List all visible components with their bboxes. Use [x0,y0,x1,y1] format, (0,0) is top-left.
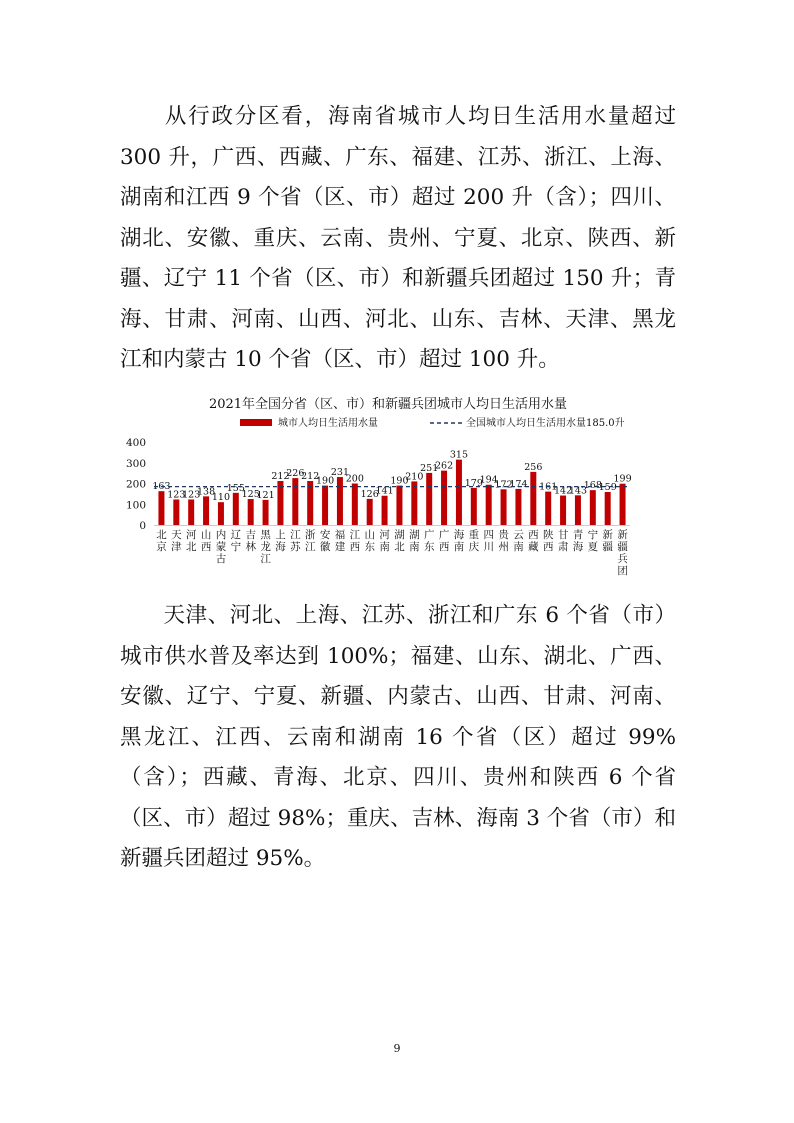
data-label: 143 [568,485,588,497]
x-tick-label: 新疆兵团 [617,529,628,577]
data-label: 200 [345,473,364,485]
data-label: 194 [479,474,498,486]
data-label: 190 [315,475,335,487]
bar-湖北 [396,486,402,525]
x-tick-label: 陕西 [542,529,554,553]
bar-甘肃 [560,496,566,525]
x-tick-label: 山西 [200,529,212,553]
x-tick-label: 内蒙古 [215,529,227,565]
bar-山东 [367,499,373,525]
data-label: 174 [509,478,528,490]
chart-svg [118,390,658,590]
data-label: 212 [271,471,290,483]
x-tick-label: 吉林 [245,529,256,553]
x-tick-label: 上海 [275,529,286,553]
x-tick-label: 江西 [349,529,361,553]
bar-青海 [575,495,581,525]
bar-新疆 [605,492,611,525]
x-tick-label: 江苏 [290,529,301,553]
bar-上海 [277,481,283,525]
bar-安徽 [322,486,328,525]
data-label: 123 [182,489,201,501]
x-tick-label: 辽宁 [230,529,242,553]
data-label: 262 [434,460,454,472]
y-tick-label: 0 [139,520,146,532]
x-tick-label: 青海 [572,529,584,553]
data-label: 212 [301,471,320,483]
y-tick-label: 400 [125,437,146,449]
data-label: 251 [420,462,439,474]
x-tick-label: 甘肃 [557,529,569,553]
data-label: 315 [449,449,469,461]
bar-云南 [515,489,521,525]
chart-title: 2021年全国分省（区、市）和新疆兵团城市人均日生活用水量 [208,397,568,412]
bar-内蒙古 [218,502,224,525]
x-tick-label: 重庆 [468,529,480,553]
data-label: 179 [464,477,483,489]
bar-广西 [441,471,447,525]
x-tick-label: 湖南 [409,529,420,553]
data-label: 121 [256,489,275,501]
data-label: 256 [524,461,543,473]
bar-宁夏 [590,490,596,525]
bar-陕西 [545,492,551,525]
bar-河南 [382,496,388,525]
paragraph-water-usage-by-region [120,97,676,381]
y-tick-label: 300 [125,457,146,470]
data-label: 163 [152,481,171,493]
paragraph-text: 从行政分区看，海南省城市人均日生活用水量超过 300 升，广西、西藏、广东、福建、江苏、浙江、上海、湖南和江西 9 个省（区、市）超过 200 升（含）；四川、湖北、安徽、重庆、云南、贵州、宁夏、北京、陕西、新疆、辽宁 11 个省（区、市）和新疆兵团超过 150 升；青海、甘肃、河南、山西、河北、山东、吉林、天津、黑龙江和内蒙古 10 个省（区、市）超过 100 升。 [120,104,676,372]
data-label: 231 [330,467,350,479]
bar-山西 [203,496,209,525]
bar-广东 [426,473,432,525]
data-label: 123 [167,489,186,501]
x-tick-label: 福建 [334,529,346,553]
x-tick-label: 宁夏 [587,529,599,553]
x-tick-label: 北京 [156,529,167,553]
bar-新疆兵团 [620,484,626,525]
data-label: 155 [226,482,245,494]
data-label: 125 [241,489,260,501]
paragraph-water-supply-coverage [120,596,676,880]
x-tick-label: 贵州 [498,529,509,553]
bar-天津 [173,499,179,525]
x-tick-label: 广东 [423,529,435,553]
y-tick-label: 200 [125,478,146,491]
y-tick-label: 100 [125,499,146,512]
bar-浙江 [307,481,313,525]
page-number: 9 [393,1042,401,1055]
data-label: 168 [583,480,602,492]
data-label: 161 [539,481,558,493]
data-label: 142 [553,485,573,497]
data-label: 172 [494,479,513,491]
x-tick-label: 海南 [453,529,465,553]
bar-江西 [352,484,358,526]
data-label: 199 [613,473,632,485]
x-tick-label: 河南 [379,529,390,553]
legend-bar-label: 城市人均日生活用水量 [278,418,378,429]
bar-福建 [337,477,343,525]
data-label: 126 [360,488,379,500]
bar-四川 [486,485,492,525]
bar-江苏 [292,478,298,525]
x-tick-label: 西藏 [528,529,539,553]
bar-辽宁 [233,493,239,525]
data-label: 190 [390,475,409,487]
legend-line-label: 全国城市人均日生活用水量185.0升 [466,418,625,429]
bar-海南 [456,460,462,525]
water-usage-chart [118,390,658,590]
x-tick-label: 新疆 [602,529,613,553]
x-tick-label: 安徽 [319,529,331,553]
x-tick-label: 黑龙江 [260,529,271,565]
data-label: 210 [405,471,424,483]
bar-北京 [158,491,164,525]
bar-重庆 [471,488,477,525]
x-tick-label: 山东 [364,529,375,553]
data-label: 226 [286,468,305,480]
data-label: 159 [598,482,617,494]
paragraph-text: 天津、河北、上海、江苏、浙江和广东 6 个省（市）城市供水普及率达到 100%；福建、山东、湖北、广西、安徽、辽宁、宁夏、新疆、内蒙古、山西、甘肃、河南、黑龙江、江西、云南和湖南 16 个省（区）超过 99%（含）；西藏、青海、北京、四川、贵州和陕西 6 个省（区、市）超过 98%；重庆、吉林、海南 3 个省（市）和新疆兵团超过 95%。 [120,603,676,871]
data-label: 141 [375,485,394,497]
x-tick-label: 四川 [483,529,494,553]
x-tick-label: 浙江 [304,529,316,553]
x-tick-label: 河北 [185,529,197,553]
bar-吉林 [248,499,254,525]
legend-bar-swatch [240,419,272,426]
x-tick-label: 天津 [171,529,182,553]
bar-黑龙江 [263,500,269,525]
bar-河北 [188,499,194,525]
x-tick-label: 湖北 [394,529,405,553]
bar-湖南 [411,481,417,525]
data-label: 110 [211,492,231,504]
x-tick-label: 广西 [438,529,450,553]
x-tick-label: 云南 [513,529,524,553]
bar-西藏 [530,472,536,525]
bar-贵州 [501,489,507,525]
data-label: 138 [196,486,216,498]
